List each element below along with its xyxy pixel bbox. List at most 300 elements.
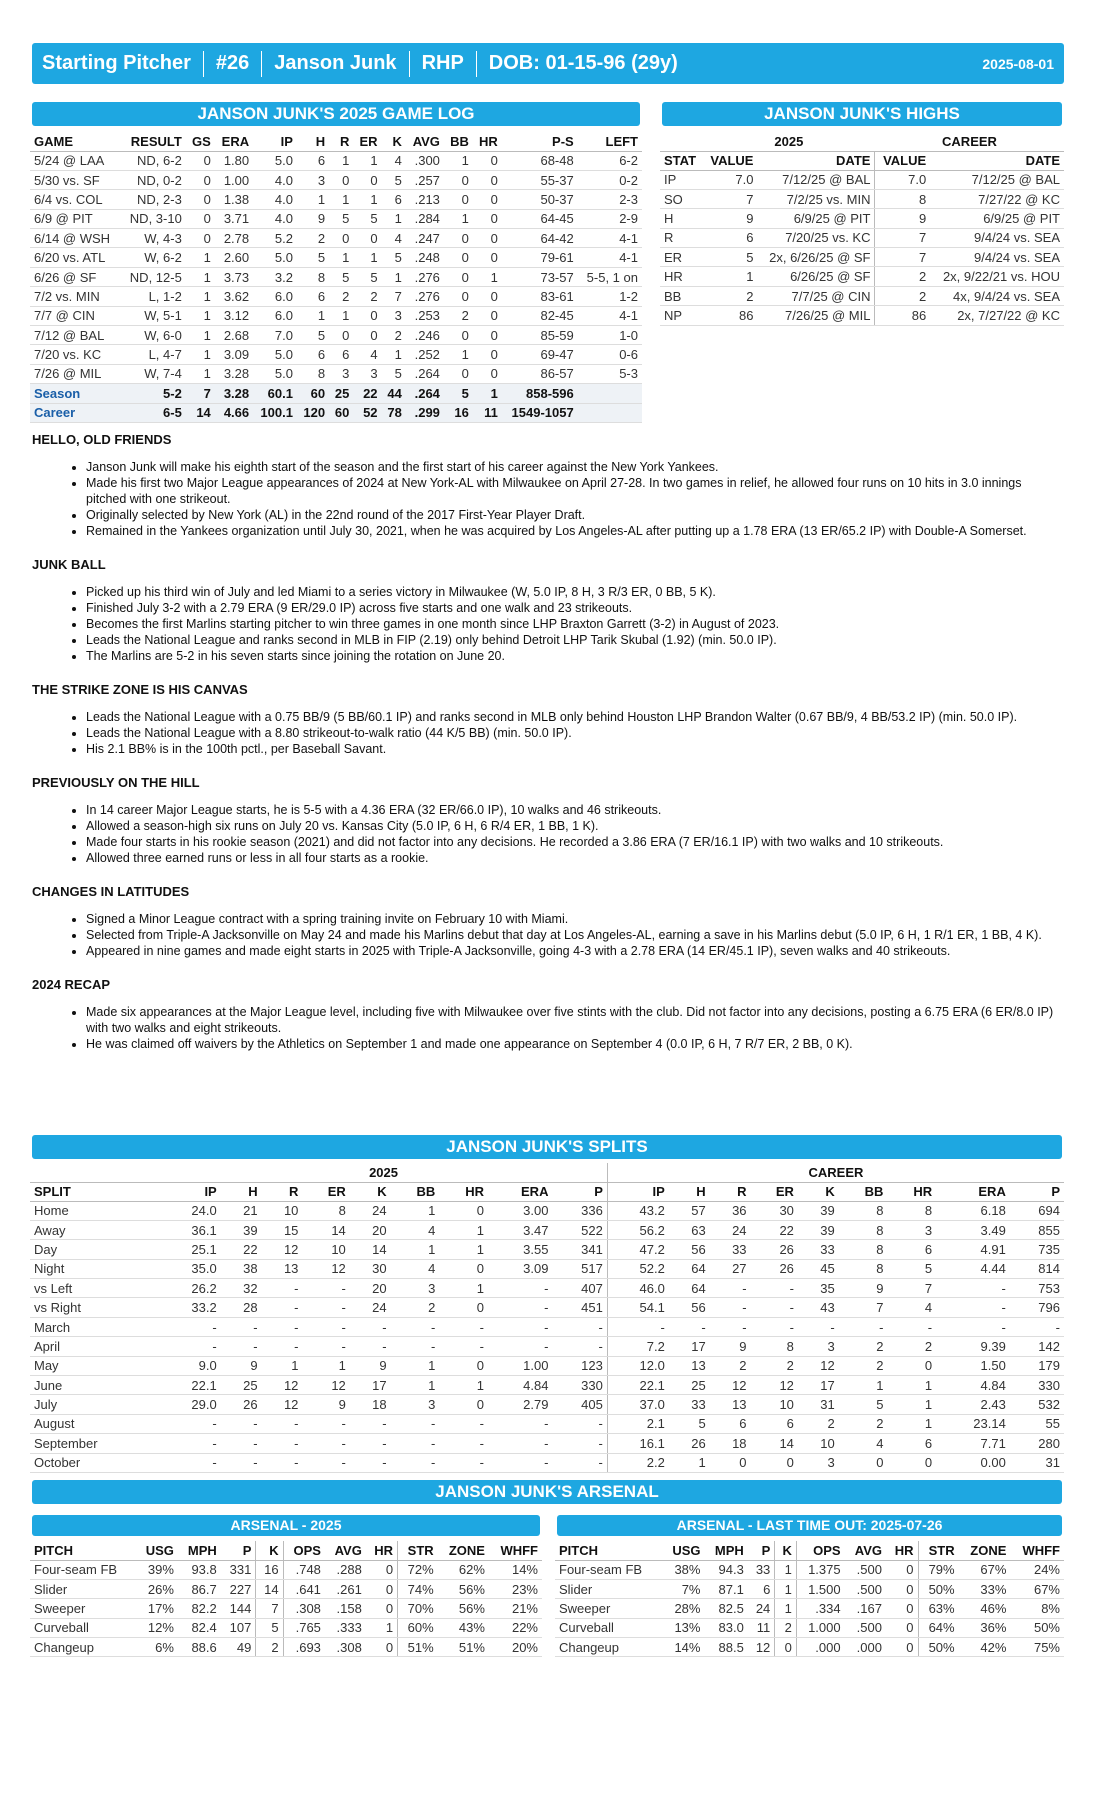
splits-cell: 10	[262, 1201, 303, 1220]
game-log-cell: 0	[473, 345, 502, 364]
splits-cell: 13	[262, 1259, 303, 1278]
splits-cell: 5	[669, 1414, 710, 1433]
splits-cell: 2.79	[488, 1395, 552, 1414]
game-log-cell: 5	[382, 364, 406, 383]
splits-cell: 14	[751, 1434, 798, 1453]
game-log-cell: 79-61	[502, 248, 578, 267]
splits-cell: 1	[262, 1356, 303, 1375]
game-log-cell: 5-3	[578, 364, 642, 383]
splits-cell: 45	[798, 1259, 839, 1278]
splits-cell: -	[391, 1453, 440, 1472]
splits-cell: 2.43	[936, 1395, 1010, 1414]
arsenal-2025-cell: 82.4	[178, 1618, 221, 1637]
game-log-cell: 1	[382, 267, 406, 286]
game-log-column-header: RESULT	[121, 132, 186, 151]
splits-column-header: SPLIT	[30, 1182, 160, 1201]
highs-cell: 6/9/25 @ PIT	[930, 209, 1064, 228]
splits-cell: 12	[798, 1356, 839, 1375]
splits-cell: 280	[1010, 1434, 1064, 1453]
arsenal-last-column-header: STR	[918, 1541, 959, 1560]
splits-row	[30, 1337, 1064, 1356]
splits-cell: 55	[1010, 1414, 1064, 1433]
arsenal-last-cell: 13%	[662, 1618, 704, 1637]
arsenal-2025-cell: Sweeper	[30, 1599, 136, 1618]
arsenal-2025-cell: 16	[256, 1560, 283, 1579]
splits-cell: -	[488, 1298, 552, 1317]
game-log-cell: 0	[444, 190, 473, 209]
splits-cell: 24	[710, 1220, 751, 1239]
splits-cell: 43.2	[607, 1201, 668, 1220]
arsenal-last-cell: Curveball	[555, 1618, 662, 1637]
splits-cell: 1	[439, 1220, 488, 1239]
game-log-total-cell: .299	[406, 403, 444, 422]
game-log-cell: W, 7-4	[121, 364, 186, 383]
splits-cell: -	[262, 1298, 303, 1317]
highs-column-header: STAT	[660, 151, 703, 170]
splits-cell: -	[936, 1279, 1010, 1298]
game-log-cell: 1	[329, 306, 353, 325]
splits-cell: 12	[751, 1376, 798, 1395]
splits-cell: April	[30, 1337, 160, 1356]
game-log-total-cell: 120	[297, 403, 329, 422]
arsenal-2025-column-header: MPH	[178, 1541, 221, 1560]
game-log-cell: 6/14 @ WSH	[30, 229, 121, 248]
arsenal-last-column-header: P	[748, 1541, 775, 1560]
game-log-total-cell: 44	[382, 384, 406, 403]
arsenal-last-column-header: OPS	[796, 1541, 844, 1560]
game-log-cell: 3.71	[215, 209, 253, 228]
game-log-total-cell: 60	[297, 384, 329, 403]
arsenal-last-cell: 33	[748, 1560, 775, 1579]
highs-cell: 2	[875, 267, 930, 286]
splits-cell: Away	[30, 1220, 160, 1239]
highs-cell: 8	[875, 189, 930, 208]
splits-row	[30, 1279, 1064, 1298]
arsenal-last-cell: 67%	[1010, 1579, 1064, 1598]
splits-cell: 25	[669, 1376, 710, 1395]
game-log-row	[30, 345, 642, 364]
splits-cell: -	[302, 1337, 349, 1356]
splits-cell: 2	[887, 1337, 936, 1356]
highs-cell: 6/26/25 @ SF	[757, 267, 875, 286]
splits-cell: -	[710, 1298, 751, 1317]
arsenal-last-cell: 12	[748, 1638, 775, 1657]
game-log-cell: .247	[406, 229, 444, 248]
splits-cell: 6	[887, 1434, 936, 1453]
notes-heading: HELLO, OLD FRIENDS	[32, 432, 172, 447]
splits-cell: September	[30, 1434, 160, 1453]
arsenal-last-cell: 50%	[918, 1579, 959, 1598]
game-log-row	[30, 151, 642, 170]
splits-column-header: IP	[160, 1182, 221, 1201]
splits-cell: -	[160, 1317, 221, 1336]
splits-cell: May	[30, 1356, 160, 1375]
splits-cell: 26	[751, 1259, 798, 1278]
game-log-cell: 2	[444, 306, 473, 325]
arsenal-last-row	[555, 1560, 1064, 1579]
game-log-total-cell: 25	[329, 384, 353, 403]
splits-cell: 522	[552, 1220, 607, 1239]
notes-item: • Allowed three earned runs or less in all four starts as a rookie.	[86, 850, 1062, 866]
arsenal-2025-cell: 70%	[398, 1599, 438, 1618]
splits-cell: 1	[391, 1240, 440, 1259]
game-log-cell: 1	[186, 248, 215, 267]
highs-group-career: CAREER	[875, 132, 1064, 151]
game-log-cell: 1	[297, 306, 329, 325]
splits-row	[30, 1376, 1064, 1395]
highs-column-header: DATE	[757, 151, 875, 170]
game-log-cell: 73-57	[502, 267, 578, 286]
splits-cell: 3.09	[488, 1259, 552, 1278]
splits-cell: -	[262, 1453, 303, 1472]
splits-cell: 10	[798, 1434, 839, 1453]
game-log-total-cell: 11	[473, 403, 502, 422]
splits-cell: 407	[552, 1279, 607, 1298]
splits-cell: 8	[839, 1201, 888, 1220]
game-log-cell: 4.0	[253, 209, 297, 228]
arsenal-2025-cell: .765	[283, 1618, 325, 1637]
splits-cell: 4.84	[488, 1376, 552, 1395]
game-log-cell: 2.78	[215, 229, 253, 248]
notes-item: • Picked up his third win of July and led Miami to a series victory in Milwaukee (W, 5.0 IP, 8 H, 3 R/3 ER, 0 BB, 5 K).	[86, 584, 1062, 600]
game-log-total-cell: 3.28	[215, 384, 253, 403]
arsenal-last-table	[555, 1541, 1064, 1657]
highs-cell: HR	[660, 267, 703, 286]
arsenal-last-cell: 0	[886, 1560, 918, 1579]
game-log-cell: 6/26 @ SF	[30, 267, 121, 286]
arsenal-last-cell: 64%	[918, 1618, 959, 1637]
highs-cell: 7	[875, 248, 930, 267]
splits-cell: 4.44	[936, 1259, 1010, 1278]
game-log-cell: 5	[329, 209, 353, 228]
splits-cell: -	[160, 1434, 221, 1453]
game-log-cell: 2	[353, 287, 381, 306]
game-log-cell: W, 6-0	[121, 326, 186, 345]
splits-column-header: IP	[607, 1182, 668, 1201]
splits-group-row	[30, 1163, 1064, 1182]
notes-heading: THE STRIKE ZONE IS HIS CANVAS	[32, 682, 248, 697]
splits-column-header: H	[669, 1182, 710, 1201]
splits-cell: 33.2	[160, 1298, 221, 1317]
highs-cell: 7/20/25 vs. KC	[757, 228, 875, 247]
arsenal-last-title: ARSENAL - LAST TIME OUT: 2025-07-26	[557, 1515, 1062, 1536]
arsenal-2025-cell: 56%	[438, 1579, 489, 1598]
arsenal-last-cell: Changeup	[555, 1638, 662, 1657]
splits-cell: 12.0	[607, 1356, 668, 1375]
game-log-cell: 0	[473, 326, 502, 345]
game-log-row	[30, 326, 642, 345]
game-log-cell: .252	[406, 345, 444, 364]
splits-cell: 26	[669, 1434, 710, 1453]
arsenal-last-cell: Sweeper	[555, 1599, 662, 1618]
splits-cell: 517	[552, 1259, 607, 1278]
splits-cell: 39	[798, 1201, 839, 1220]
splits-cell: 14	[350, 1240, 391, 1259]
arsenal-last-cell: 87.1	[704, 1579, 747, 1598]
game-log-cell: ND, 0-2	[121, 170, 186, 189]
game-log-total-cell: 6-5	[121, 403, 186, 422]
game-log-cell: 5	[329, 267, 353, 286]
splits-cell: 1	[439, 1240, 488, 1259]
arsenal-2025-cell: 20%	[489, 1638, 542, 1657]
game-log-cell: 1	[186, 306, 215, 325]
highs-column-header: VALUE	[703, 151, 758, 170]
splits-cell: -	[391, 1317, 440, 1336]
splits-cell: 12	[262, 1395, 303, 1414]
notes-item: • Originally selected by New York (AL) in the 22nd round of the 2017 First-Year Player Draft.	[86, 507, 1062, 523]
highs-row	[660, 286, 1064, 305]
splits-cell: -	[936, 1298, 1010, 1317]
notes-item: • His 2.1 BB% is in the 100th pctl., per Baseball Savant.	[86, 741, 1062, 757]
game-log-cell: 1	[186, 267, 215, 286]
splits-cell: 37.0	[607, 1395, 668, 1414]
game-log-cell: 5-5, 1 on	[578, 267, 642, 286]
arsenal-last-column-header: WHFF	[1010, 1541, 1064, 1560]
game-log-column-header: ERA	[215, 132, 253, 151]
arsenal-last-row	[555, 1638, 1064, 1657]
splits-cell: 330	[552, 1376, 607, 1395]
splits-cell: 12	[302, 1259, 349, 1278]
highs-cell: 1	[703, 267, 758, 286]
game-log-total-cell: 52	[353, 403, 381, 422]
splits-cell: -	[350, 1414, 391, 1433]
splits-cell: 2	[751, 1356, 798, 1375]
splits-column-header: K	[350, 1182, 391, 1201]
game-log-cell: 0-6	[578, 345, 642, 364]
arsenal-2025-cell: 227	[221, 1579, 256, 1598]
splits-cell: 26	[751, 1240, 798, 1259]
game-log-cell: .246	[406, 326, 444, 345]
splits-cell: 7	[887, 1279, 936, 1298]
splits-cell: 405	[552, 1395, 607, 1414]
splits-cell: 6	[751, 1414, 798, 1433]
splits-cell: 8	[887, 1201, 936, 1220]
splits-cell: -	[160, 1453, 221, 1472]
game-log-cell: 0	[473, 248, 502, 267]
game-log-cell: 1	[382, 345, 406, 364]
splits-cell: 2.1	[607, 1414, 668, 1433]
arsenal-last-cell: .334	[796, 1599, 844, 1618]
notes-item: • The Marlins are 5-2 in his seven starts since joining the rotation on June 20.	[86, 648, 1062, 664]
splits-cell: -	[160, 1337, 221, 1356]
game-log-column-header: AVG	[406, 132, 444, 151]
splits-cell: 26.2	[160, 1279, 221, 1298]
splits-cell: 38	[221, 1259, 262, 1278]
arsenal-2025-column-header: K	[256, 1541, 283, 1560]
game-log-cell: 0	[444, 248, 473, 267]
splits-cell: 15	[262, 1220, 303, 1239]
arsenal-last-cell: Slider	[555, 1579, 662, 1598]
splits-cell: -	[552, 1434, 607, 1453]
splits-column-header: H	[221, 1182, 262, 1201]
game-log-cell: 0-2	[578, 170, 642, 189]
arsenal-last-cell: 1.375	[796, 1560, 844, 1579]
highs-cell: 7	[703, 189, 758, 208]
splits-cell: -	[488, 1453, 552, 1472]
game-log-cell: 0	[353, 306, 381, 325]
arsenal-last-cell: 79%	[918, 1560, 959, 1579]
arsenal-last-cell: 1.000	[796, 1618, 844, 1637]
game-log-cell: 1	[329, 248, 353, 267]
game-log-cell: 6-2	[578, 151, 642, 170]
game-log-cell: 6/20 vs. ATL	[30, 248, 121, 267]
arsenal-2025-cell: .158	[325, 1599, 366, 1618]
arsenal-2025-cell: .693	[283, 1638, 325, 1657]
arsenal-last-cell: 0	[886, 1638, 918, 1657]
arsenal-last-column-header: PITCH	[555, 1541, 662, 1560]
splits-cell: 28	[221, 1298, 262, 1317]
splits-cell: 2	[710, 1356, 751, 1375]
arsenal-last-cell: 36%	[959, 1618, 1011, 1637]
splits-cell: 8	[839, 1240, 888, 1259]
splits-cell: 4	[391, 1259, 440, 1278]
splits-cell: 5	[887, 1259, 936, 1278]
highs-row	[660, 209, 1064, 228]
arsenal-last-body	[555, 1560, 1064, 1657]
arsenal-last-cell: 1	[775, 1579, 797, 1598]
game-log-cell: 2-3	[578, 190, 642, 209]
highs-cell: R	[660, 228, 703, 247]
notes-list	[86, 459, 1062, 539]
notes-item: • Becomes the first Marlins starting pitcher to win three games in one month since LHP Braxton Garrett (3-2) in August of 2023.	[86, 616, 1062, 632]
arsenal-2025-column-header: OPS	[283, 1541, 325, 1560]
notes-item: • Signed a Minor League contract with a spring training invite on February 10 with Miami.	[86, 911, 1062, 927]
arsenal-last-cell: .000	[845, 1638, 886, 1657]
game-log-cell: 0	[329, 326, 353, 345]
game-log-cell: 0	[444, 364, 473, 383]
game-log-cell: 7/2 vs. MIN	[30, 287, 121, 306]
splits-column-header: BB	[839, 1182, 888, 1201]
game-log-cell: 1	[353, 151, 381, 170]
arsenal-2025-cell: 0	[366, 1599, 398, 1618]
splits-cell: -	[552, 1337, 607, 1356]
arsenal-last-cell: 82.5	[704, 1599, 747, 1618]
splits-body	[30, 1201, 1064, 1472]
game-log-cell: ND, 3-10	[121, 209, 186, 228]
arsenal-2025-cell: .261	[325, 1579, 366, 1598]
game-log-cell: .284	[406, 209, 444, 228]
splits-cell: 31	[1010, 1453, 1064, 1472]
arsenal-2025-cell: 2	[256, 1638, 283, 1657]
splits-cell: March	[30, 1317, 160, 1336]
splits-cell: 7.71	[936, 1434, 1010, 1453]
splits-cell: -	[552, 1317, 607, 1336]
splits-cell: 3.47	[488, 1220, 552, 1239]
arsenal-2025-cell: 74%	[398, 1579, 438, 1598]
splits-cell: 56	[669, 1240, 710, 1259]
game-log-cell: 0	[444, 287, 473, 306]
game-log-cell: 0	[473, 364, 502, 383]
splits-cell: 336	[552, 1201, 607, 1220]
game-log-cell: 4-1	[578, 306, 642, 325]
game-log-cell: 3.28	[215, 364, 253, 383]
arsenal-2025-column-header: ZONE	[438, 1541, 489, 1560]
game-log-total-row	[30, 403, 642, 422]
arsenal-2025-cell: 107	[221, 1618, 256, 1637]
game-log-cell: 0	[444, 229, 473, 248]
highs-cell: 2x, 6/26/25 @ SF	[757, 248, 875, 267]
splits-cell: -	[839, 1317, 888, 1336]
arsenal-2025-row	[30, 1560, 542, 1579]
highs-cell: 7/27/22 @ KC	[930, 189, 1064, 208]
splits-cell: 35	[798, 1279, 839, 1298]
splits-cell: -	[488, 1337, 552, 1356]
highs-cell: 2	[703, 286, 758, 305]
notes-item: • Made six appearances at the Major League level, including five with Milwaukee over five stints with the club. Did not factor into any decisions, posting a 6.75 ERA (6 ER/8.0 IP) with two walks and eight strikeouts.	[86, 1004, 1062, 1036]
arsenal-2025-row	[30, 1638, 542, 1657]
splits-cell: 7	[839, 1298, 888, 1317]
game-log-cell: 0	[186, 209, 215, 228]
splits-cell: 855	[1010, 1220, 1064, 1239]
notes-list	[86, 802, 1062, 866]
highs-group-2025: 2025	[703, 132, 875, 151]
game-log-column-header: LEFT	[578, 132, 642, 151]
splits-cell: -	[751, 1317, 798, 1336]
splits-cell: -	[350, 1453, 391, 1472]
splits-cell: -	[488, 1279, 552, 1298]
notes-item: • Janson Junk will make his eighth start of the season and the first start of his career against the New York Yankees.	[86, 459, 1062, 475]
game-log-cell: ND, 12-5	[121, 267, 186, 286]
game-log-cell: 64-45	[502, 209, 578, 228]
splits-cell: 2	[839, 1414, 888, 1433]
splits-cell: 6	[887, 1240, 936, 1259]
arsenal-2025-cell: 144	[221, 1599, 256, 1618]
splits-cell: Home	[30, 1201, 160, 1220]
game-log-cell: 4-1	[578, 229, 642, 248]
splits-cell: 1	[887, 1414, 936, 1433]
game-log-row	[30, 190, 642, 209]
notes-list	[86, 911, 1062, 959]
arsenal-2025-row	[30, 1618, 542, 1637]
header-bar	[32, 43, 1064, 84]
game-log-cell: 7/26 @ MIL	[30, 364, 121, 383]
notes-item: • Remained in the Yankees organization until July 30, 2021, when he was acquired by Los Angeles-AL after putting up a 1.78 ERA (13 ER/65.2 IP) with Double-A Somerset.	[86, 523, 1062, 539]
splits-cell: -	[221, 1434, 262, 1453]
game-log-cell: .276	[406, 267, 444, 286]
arsenal-2025-cell: 14	[256, 1579, 283, 1598]
game-log-cell: 7/12 @ BAL	[30, 326, 121, 345]
splits-cell: 29.0	[160, 1395, 221, 1414]
splits-cell: -	[669, 1317, 710, 1336]
game-log-cell: .264	[406, 364, 444, 383]
arsenal-2025-cell: Curveball	[30, 1618, 136, 1637]
game-log-cell: 1-0	[578, 326, 642, 345]
splits-cell: 3.55	[488, 1240, 552, 1259]
splits-cell: -	[488, 1317, 552, 1336]
game-log-column-header: GAME	[30, 132, 121, 151]
game-log-cell: L, 4-7	[121, 345, 186, 364]
game-log-cell: 3.09	[215, 345, 253, 364]
game-log-cell: 1	[186, 287, 215, 306]
splits-cell: 3	[798, 1453, 839, 1472]
splits-cell: 6.18	[936, 1201, 1010, 1220]
game-log-cell: 3	[353, 364, 381, 383]
arsenal-2025-cell: 12%	[136, 1618, 178, 1637]
splits-row	[30, 1414, 1064, 1433]
arsenal-2025-cell: 0	[366, 1560, 398, 1579]
game-log-row	[30, 209, 642, 228]
splits-cell: 0	[439, 1298, 488, 1317]
splits-cell: 796	[1010, 1298, 1064, 1317]
game-log-cell: 0	[473, 170, 502, 189]
highs-row	[660, 228, 1064, 247]
highs-cell: 9/4/24 vs. SEA	[930, 228, 1064, 247]
highs-cell: 9	[875, 209, 930, 228]
splits-cell: 20	[350, 1279, 391, 1298]
arsenal-2025-cell: 7	[256, 1599, 283, 1618]
game-log-row	[30, 229, 642, 248]
arsenal-2025-cell: 88.6	[178, 1638, 221, 1657]
